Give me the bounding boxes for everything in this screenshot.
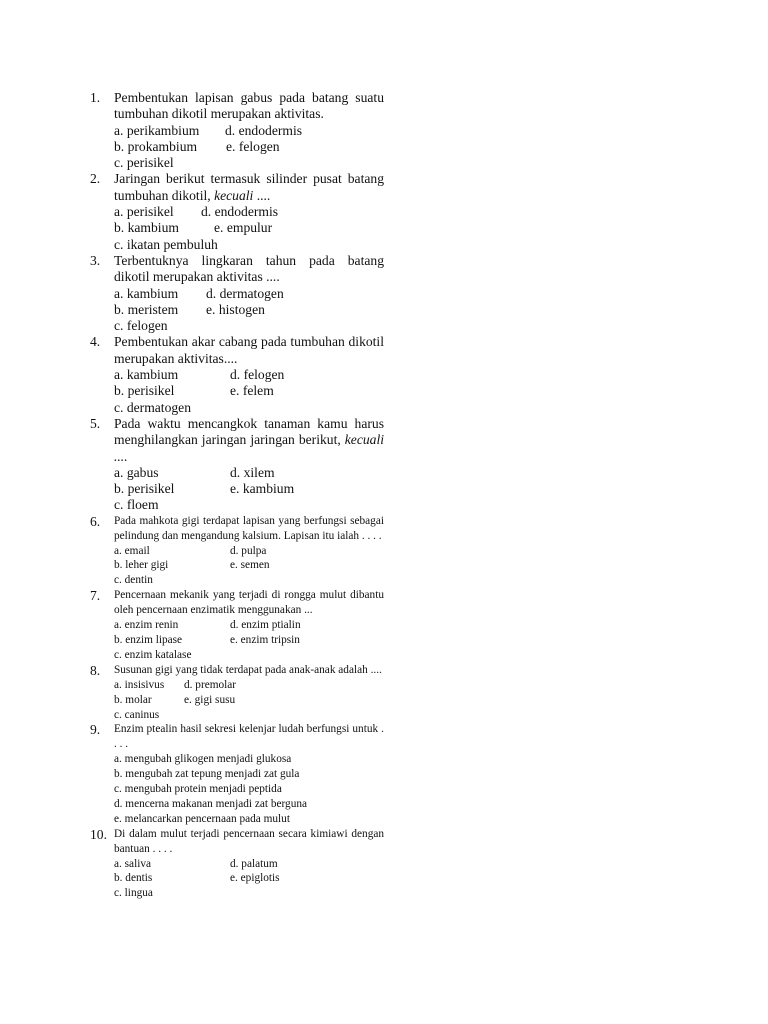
option: c. ikatan pembuluh xyxy=(114,236,218,252)
option-row xyxy=(114,400,384,416)
option: a. kambium xyxy=(114,285,179,301)
option-row xyxy=(114,123,384,139)
question-number: 3. xyxy=(90,252,101,268)
kecuali-emphasis: kecuali xyxy=(214,187,254,203)
option-row xyxy=(114,797,384,812)
question-10 xyxy=(90,827,384,902)
option: d. premolar xyxy=(184,678,237,691)
option: d. dermatogen xyxy=(206,285,284,301)
option: a. kambium xyxy=(114,367,179,383)
option: d. xilem xyxy=(230,464,275,480)
question-7 xyxy=(90,588,384,663)
question-stem: Enzim ptealin hasil sekresi kelenjar ludah berfungsi untuk . . . . xyxy=(114,723,384,751)
question-number: 2. xyxy=(90,171,101,187)
option: c. floem xyxy=(114,497,159,513)
option: c. dentin xyxy=(114,574,153,587)
option-row xyxy=(114,648,384,663)
option: d. endodermis xyxy=(225,122,303,138)
option: b. prokambium xyxy=(114,138,198,154)
option: e. kambium xyxy=(230,481,295,497)
option: e. melancarkan pencernaan pada mulut xyxy=(114,812,290,825)
option-row xyxy=(114,220,384,236)
option: e. felem xyxy=(230,383,274,399)
question-stem: Jaringan berikut termasuk silinder pusat batang tumbuhan dikotil, kecuali .... xyxy=(114,171,384,203)
question-number: 1. xyxy=(90,90,101,105)
question-stem: Pembentukan lapisan gabus pada batang suatu tumbuhan dikotil merupakan aktivitas. xyxy=(114,90,384,122)
option: a. insisivus xyxy=(114,678,165,691)
option: c. perisikel xyxy=(114,155,174,171)
question-9 xyxy=(90,722,384,826)
option-row xyxy=(114,318,384,334)
question-4 xyxy=(90,334,384,415)
option: c. enzim katalase xyxy=(114,648,192,661)
option: a. mengubah glikogen menjadi glukosa xyxy=(114,753,292,766)
option-row xyxy=(114,302,384,318)
question-1 xyxy=(90,90,384,171)
option: e. enzim tripsin xyxy=(230,633,300,646)
option: b. mengubah zat tepung menjadi zat gula xyxy=(114,768,300,781)
option-row xyxy=(114,886,384,901)
option-row xyxy=(114,544,384,559)
question-number: 9. xyxy=(90,722,101,738)
option: d. endodermis xyxy=(201,204,279,220)
option: b. kambium xyxy=(114,220,179,236)
question-list xyxy=(90,90,384,901)
option: a. enzim renin xyxy=(114,619,179,632)
option-row xyxy=(114,618,384,633)
question-stem: Di dalam mulut terjadi pencernaan secara kimiawi dengan bantuan . . . . xyxy=(114,827,384,855)
option: e. histogen xyxy=(206,301,265,317)
option-row xyxy=(114,871,384,886)
option: b. enzim lipase xyxy=(114,633,183,646)
option-row xyxy=(114,367,384,383)
question-stem: Pada mahkota gigi terdapat lapisan yang berfungsi sebagai pelindung dan mengandung kalsium. Lapisan itu ialah . . . . xyxy=(114,514,384,542)
question-number: 7. xyxy=(90,588,101,604)
kecuali-emphasis: kecuali xyxy=(344,432,385,448)
option: d. palatum xyxy=(230,857,278,870)
option: e. epiglotis xyxy=(230,872,280,885)
option: b. meristem xyxy=(114,301,179,317)
option-row xyxy=(114,708,384,723)
option: e. semen xyxy=(230,559,270,572)
question-stem: Terbentuknya lingkaran tahun pada batang dikotil merupakan aktivitas .... xyxy=(114,252,384,285)
option: b. dentis xyxy=(114,872,153,885)
option-row xyxy=(114,633,384,648)
option-row xyxy=(114,286,384,302)
question-number: 4. xyxy=(90,334,101,350)
option-row xyxy=(114,812,384,827)
option: c. mengubah protein menjadi peptida xyxy=(114,783,282,796)
option: b. leher gigi xyxy=(114,559,169,572)
option: c. felogen xyxy=(114,318,168,334)
option: a. perikambium xyxy=(114,122,200,138)
option: c. caninus xyxy=(114,708,160,721)
option: a. perisikel xyxy=(114,204,174,220)
question-8 xyxy=(90,663,384,723)
option-row xyxy=(114,139,384,155)
option-row xyxy=(114,155,384,171)
question-5 xyxy=(90,416,384,514)
option-row xyxy=(114,237,384,253)
option-row xyxy=(114,204,384,220)
question-number: 5. xyxy=(90,415,101,431)
option: a. email xyxy=(114,544,150,557)
option: e. empulur xyxy=(214,220,273,236)
question-number: 8. xyxy=(90,662,101,678)
option: c. dermatogen xyxy=(114,399,191,415)
question-number: 10. xyxy=(90,826,107,842)
question-stem: Pembentukan akar cabang pada tumbuhan dikotil merupakan aktivitas.... xyxy=(114,334,384,366)
option-row xyxy=(114,752,384,767)
option: b. perisikel xyxy=(114,481,175,497)
question-number: 6. xyxy=(90,513,101,529)
option-row xyxy=(114,497,384,513)
option-row xyxy=(114,693,384,708)
option: d. enzim ptialin xyxy=(230,619,301,632)
question-3 xyxy=(90,253,384,334)
question-stem: Pencernaan mekanik yang terjadi di rongga mulut dibantu oleh pencernaan enzimatik menggunakan ... xyxy=(114,589,384,617)
option: a. saliva xyxy=(114,857,152,870)
option-row xyxy=(114,383,384,399)
option-row xyxy=(114,857,384,872)
question-stem: Susunan gigi yang tidak terdapat pada anak-anak adalah .... xyxy=(114,663,382,676)
option: c. lingua xyxy=(114,887,153,900)
option-row xyxy=(114,767,384,782)
question-2 xyxy=(90,171,384,252)
option: d. pulpa xyxy=(230,544,267,557)
question-stem: Pada waktu mencangkok tanaman kamu harus menghilangkan jaringan jaringan berikut, kecuali .... xyxy=(114,415,385,464)
option: a. gabus xyxy=(114,464,159,480)
option: e. felogen xyxy=(226,138,280,154)
option-row xyxy=(114,782,384,797)
option: b. perisikel xyxy=(114,383,175,399)
option: d. felogen xyxy=(230,367,285,383)
option-row xyxy=(114,573,384,588)
option-row xyxy=(114,481,384,497)
option: d. mencerna makanan menjadi zat berguna xyxy=(114,797,308,810)
option-row xyxy=(114,465,384,481)
option-row xyxy=(114,678,384,693)
option-row xyxy=(114,558,384,573)
question-6 xyxy=(90,514,384,589)
option: e. gigi susu xyxy=(184,693,236,706)
option: b. molar xyxy=(114,693,152,706)
